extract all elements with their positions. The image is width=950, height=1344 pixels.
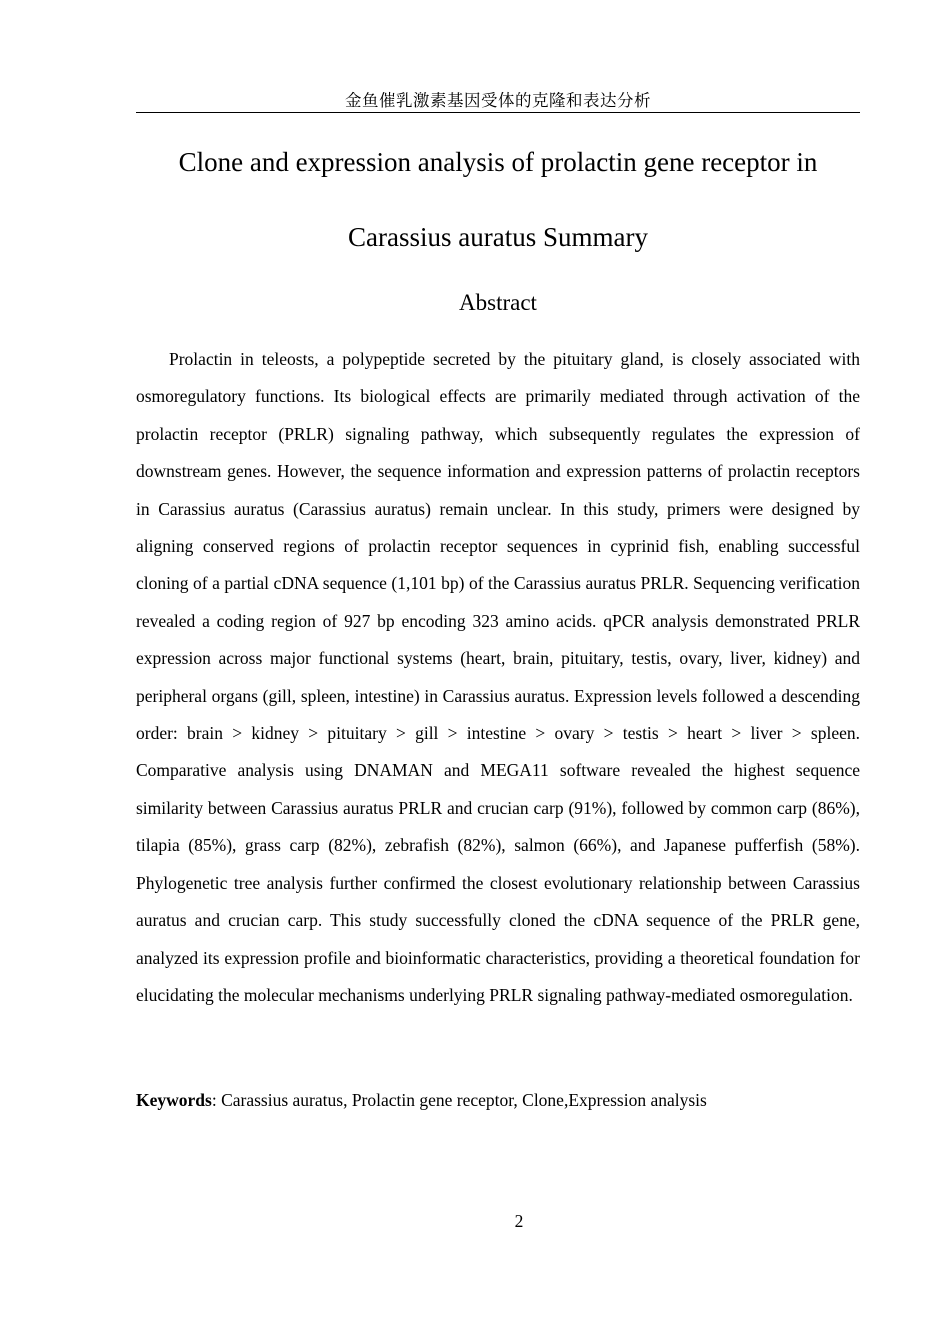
abstract-heading: Abstract <box>459 290 537 315</box>
document-title-line-1: Clone and expression analysis of prolactin gene receptor in <box>178 147 818 177</box>
page-number: 2 <box>514 1211 524 1231</box>
abstract-body: Prolactin in teleosts, a polypeptide secreted by the pituitary gland, is closely associated with osmoregulatory functions. Its biological effects are primarily mediated through activation of the prolactin receptor (PRLR) signaling pathway, which subsequently regulates the expression of downstream genes. However, the sequence information and expression patterns of prolactin receptors in Carassius auratus (Carassius auratus) remain unclear. In this study, primers were designed by aligning conserved regions of prolactin receptor sequences in cyprinid fish, enabling successful cloning of a partial cDNA sequence (1,101 bp) of the Carassius auratus PRLR. Sequencing verification revealed a coding region of 927 bp encoding 323 amino acids. qPCR analysis demonstrated PRLR expression across major functional systems (heart, brain, pituitary, testis, ovary, liver, kidney) and peripheral organs (gill, spleen, intestine) in Carassius auratus. Expression levels followed a descending order: brain > kidney > pituitary > gill > intestine > ovary > testis > heart > liver > spleen. Comparative analysis using DNAMAN and MEGA11 software revealed the highest sequence similarity between Carassius auratus PRLR and crucian carp (91%), followed by common carp (86%), tilapia (85%), grass carp (82%), zebrafish (82%), salmon (66%), and Japanese pufferfish (58%). Phylogenetic tree analysis further confirmed the closest evolutionary relationship between Carassius auratus and crucian carp. This study successfully cloned the cDNA sequence of the PRLR gene, analyzed its expression profile and bioinformatic characteristics, providing a theoretical foundation for elucidating the molecular mechanisms underlying PRLR signaling pathway-mediated osmoregulation. <box>136 349 860 1005</box>
keywords-values: Carassius auratus, Prolactin gene receptor, Clone,Expression analysis <box>221 1090 707 1110</box>
running-header: 金鱼催乳激素基因受体的克隆和表达分析 <box>345 91 651 110</box>
document-title-line-2: Carassius auratus Summary <box>348 222 648 252</box>
header-rule <box>136 112 860 113</box>
keywords-label: Keywords <box>136 1090 212 1110</box>
keywords-line <box>136 1087 860 1113</box>
keywords-separator: : <box>211 1090 222 1110</box>
